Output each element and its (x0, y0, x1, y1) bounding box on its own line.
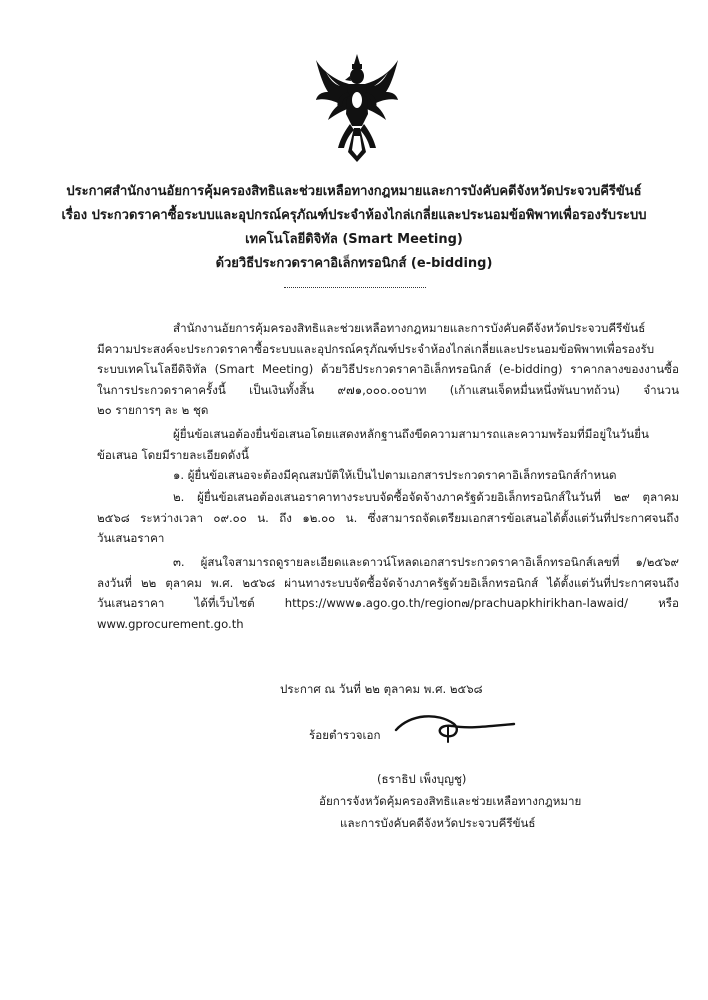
paragraph-line: ข้อเสนอ โดยมีรายละเอียดดังนี้ (97, 447, 249, 462)
requirement-item-3 (97, 552, 679, 634)
paragraph-line: ๒. ผู้ยื่นข้อเสนอต้องเสนอราคาทางระบบจัดซื้อจัดจ้างภาครัฐด้วยอิเล็กทรอนิกส์ในวันที่ ๒๙ ตุลาคม (173, 490, 679, 504)
paragraph-line: ผู้ยื่นข้อเสนอต้องยื่นข้อเสนอโดยแสดงหลักฐานถึงขีดความสามารถและความพร้อมที่มีอยู่ในวันยื่น (173, 427, 649, 441)
paragraph-line: ลงวันที่ ๒๒ ตุลาคม พ.ศ. ๒๕๖๘ ผ่านทางระบบจัดซื้อจัดจ้างภาครัฐด้วยอิเล็กทรอนิกส์ ได้ตั้งแต่วันที่ประกาศจนถึง (97, 575, 679, 590)
paragraph-line: วันเสนอราคา ได้ที่เว็บไซต์ https://www๑.ago.go.th/region๗/prachuapkhirikhan-lawaid/ หรือ (97, 596, 679, 610)
paragraph-line: www.gprocurement.go.th (97, 616, 244, 631)
announcement-method: ด้วยวิธีประกวดราคาอิเล็กทรอนิกส์ (e-bidding) (215, 256, 493, 271)
requirement-item-1 (173, 465, 679, 486)
signer-position-cont: และการบังคับคดีจังหวัดประจวบคีรีขันธ์ (340, 816, 536, 830)
announcement-date: ประกาศ ณ วันที่ ๒๒ ตุลาคม พ.ศ. ๒๕๖๘ (280, 682, 483, 696)
signer-name: (ธราธิป เพ็งบุญชู) (377, 772, 467, 786)
paragraph-requirements (97, 424, 679, 465)
paragraph-line: ระบบเทคโนโลยีดิจิทัล (Smart Meeting) ด้วยวิธีประกวดราคาอิเล็กทรอนิกส์ (e-bidding) ราคากลางของงานซื้อ (97, 362, 679, 376)
paragraph-line: วันเสนอราคา (97, 531, 165, 545)
announcement-subject-cont: เทคโนโลยีดิจิทัล (Smart Meeting) (245, 232, 463, 247)
paragraph-line: ๒๐ รายการๆ ละ ๒ ชุด (97, 403, 209, 417)
announcement-title: ประกาศสำนักงานอัยการคุ้มครองสิทธิและช่วยเหลือทางกฎหมายและการบังคับคดีจังหวัดประจวบคีรีขันธ์ (66, 184, 642, 199)
handwritten-signature (390, 702, 520, 752)
paragraph-line: ๒๕๖๘ ระหว่างเวลา ๐๙.๐๐ น. ถึง ๑๒.๐๐ น. ซึ่งสามารถจัดเตรียมเอกสารข้อเสนอได้ตั้งแต่วันที่ประกาศจนถึง (97, 510, 679, 525)
garuda-emblem (314, 52, 400, 164)
signer-rank: ร้อยตำรวจเอก (309, 728, 381, 742)
requirement-item-2 (97, 487, 679, 549)
paragraph-line: ๓. ผู้สนใจสามารถดูรายละเอียดและดาวน์โหลดเอกสารประกวดราคาอิเล็กทรอนิกส์เลขที่ ๑/๒๕๖๙ (173, 555, 679, 569)
paragraph-line: สำนักงานอัยการคุ้มครองสิทธิและช่วยเหลือทางกฎหมายและการบังคับคดีจังหวัดประจวบคีรีขันธ์ (173, 321, 646, 335)
signer-position: อัยการจังหวัดคุ้มครองสิทธิและช่วยเหลือทางกฎหมาย (319, 794, 582, 808)
paragraph-line: ในการประกวดราคาครั้งนี้ เป็นเงินทั้งสิ้น ๙๗๑,๐๐๐.๐๐บาท (เก้าแสนเจ็ดหมื่นหนึ่งพันบาทถ้วน) จำนวน (97, 382, 679, 397)
announcement-subject: เรื่อง ประกวดราคาซื้อระบบและอุปกรณ์ครุภัณฑ์ประจำห้องไกล่เกลี่ยและประนอมข้อพิพาทเพื่อรองรับระบบ (61, 208, 647, 223)
header-divider (284, 287, 426, 288)
paragraph-intro (97, 318, 679, 421)
paragraph-line: มีความประสงค์จะประกวดราคาซื้อระบบและอุปกรณ์ครุภัณฑ์ประจำห้องไกล่เกลี่ยและประนอมข้อพิพาทเพื่อรองรับ (97, 341, 655, 356)
paragraph-line: ๑. ผู้ยื่นข้อเสนอจะต้องมีคุณสมบัติให้เป็นไปตามเอกสารประกวดราคาอิเล็กทรอนิกส์กำหนด (173, 468, 617, 482)
